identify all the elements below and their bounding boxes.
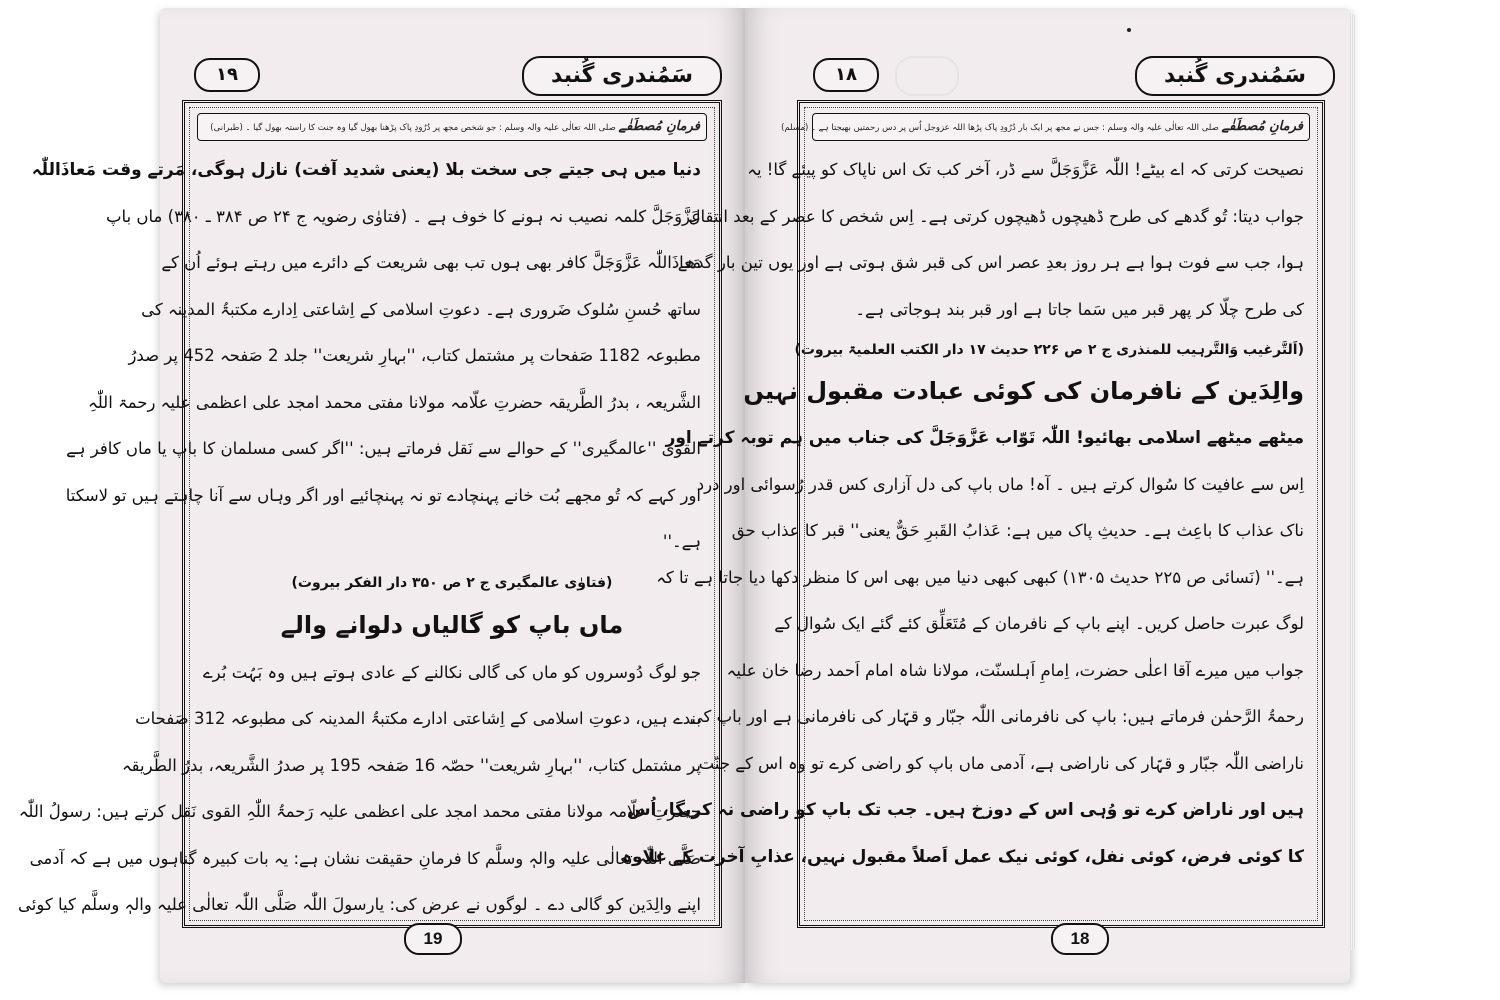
left-line-3: مَعاذَاللّٰہ عَزَّوَجَلَّ کافر بھی ہوں تب بھی شریعت کے دائرے میں رہتے ہوئے اُن کے	[161, 253, 701, 272]
right-header-title: سَمُندری گُنبد	[1135, 56, 1335, 96]
right-line-8: ہے۔'' (نَسائی ص ۲۲۵ حدیث ۱۳۰۵) کبھی کبھی دنیا میں بھی اس کا منظر دکھا دیا جاتا ہے تا کہ	[656, 567, 1304, 587]
left-line-14: صَلَّی اللّٰہ تعالٰی علیہ والہٖ وسلَّم کا فرمانِ حقیقت نشان ہے: یہ بات کبیرہ گناہوں میں ہے کہ آدمی	[29, 848, 701, 868]
left-banner-text: صلی اللہ تعالٰی علیہ والہ وسلم : جو شخص مجھ پر دُرُودِ پاک پڑھنا بھول گیا وہ جنت کا راستہ بھول گیا ۔ (طبرانی)	[210, 123, 616, 133]
left-line-7: القوی ''عالمگیری'' کے حوالے سے نَقل فرماتے ہیں: ''اگر کسی مسلمان کا باپ یا ماں کافر ہے	[66, 439, 701, 458]
left-line-6: الشَّریعہ ، بدرُ الطَّریقہ حضرتِ علّامہ مولانا مفتی محمد امجد علی اعظمی علیہ رحمۃ اللّٰہِ	[88, 392, 701, 412]
left-header-title: سَمُندری گُنبد	[522, 56, 722, 96]
right-faded-header-ghost	[895, 56, 959, 96]
right-content-frame	[622, 100, 1325, 928]
left-line-9: ہے۔''	[662, 532, 701, 551]
print-speck	[1127, 28, 1131, 32]
right-line-4: کی طرح چلّا کر پھر قبر میں سَما جاتا ہے اور قبر بند ہوجاتی ہے۔	[855, 299, 1304, 319]
left-line-5: مطبوعہ 1182 صَفحات پر مشتمل کتاب، ''بہارِ شریعت'' جلد 2 صَفحہ 452 پر صدرُ	[128, 346, 701, 365]
page-edges	[1350, 14, 1356, 950]
right-line-3: ہوا، جب سے فوت ہوا ہے ہر روز بعدِ عصر اس کی قبر شق ہوتی ہے اور یوں تین بار گدھے	[677, 253, 1304, 272]
left-line-8: اور کہے کہ تُو مجھے بُت خانے پہنچادے تو نہ پہنچائیے اور اگر وہاں سے آنا چاہتے ہیں تو لاسکتا	[65, 485, 701, 505]
left-banner-title: فرمانِ مُصطَفٰے	[618, 119, 700, 134]
right-hadith-banner	[781, 113, 1310, 141]
left-line-2: عَزَّوَجَلَّ کلمہ نصیب نہ ہونے کا خوف ہے ۔ (فتاوٰی رضویہ ج ۲۴ ص ۳۸۴ ـ ۳۸۰) ماں باپ	[106, 206, 701, 226]
right-banner-text: صلی اللہ تعالٰی علیہ والہ وسلم : جس نے مجھ پر ایک بار دُرُودِ پاک پڑھا اللہ عزوجل اُس پر دس رحمتیں بھیجتا ہے ۔ (مسلم)	[781, 123, 1219, 133]
right-line-2: جواب دیتا: تُو گدھے کی طرح ڈھیچوں ڈھیچوں کرتی ہے۔ اِس شخص کا عصر کے بعد انتقال	[688, 206, 1304, 226]
right-line-10: جواب میں میرے آقا اعلٰی حضرت، اِمامِ اَہلسنّت، مولانا شاہ امام اَحمد رضا خان علیہ	[726, 660, 1304, 680]
right-line-5: میٹھے میٹھے اسلامی بھائیو! اللّٰہ تَوّاب عَزَّوَجَلَّ کی جناب میں ہم توبہ کرتے اور	[665, 428, 1304, 448]
left-line-12: پر مشتمل کتاب، ''بہارِ شریعت'' حصّہ 16 صَفحہ 195 پر صدرُ الشَّریعہ، بدرُ الطَّریقہ	[121, 755, 701, 775]
left-header-page-number: ١٩	[194, 58, 260, 92]
left-line-4: ساتھ حُسنِ سُلوک ضَروری ہے۔ دعوتِ اسلامی کے اِشاعتی اِدارے مکتبۃُ المدینہ کی	[141, 299, 701, 319]
right-line-1: نصیحت کرتی کہ اے بیٹے! اللّٰہ عَزَّوَجَلَّ سے ڈر، آخر کب تک اس ناپاک کو پیئے گا! یہ	[747, 160, 1304, 179]
right-body-text	[622, 141, 1322, 880]
left-line-1: دنیا میں ہی جیتے جی سخت بلا (یعنی شدید آفت) نازل ہوگی، مَرتے وقت مَعاذَاللّٰہ	[31, 160, 701, 180]
right-line-11: رحمۃُ الرَّحمٰن فرماتے ہیں: باپ کی نافرمانی اللّٰہ جبّار و قہّار کی نافرمانی ہے اور باپ کی	[689, 707, 1304, 726]
right-line-12: ناراضی اللّٰہ جبّار و قہّار کی ناراضی ہے، آدمی ماں باپ کو راضی کرے تو وہ اس کے جنّت	[698, 753, 1304, 773]
right-banner-title: فرمانِ مُصطَفٰے	[1221, 119, 1303, 134]
left-line-11: بندے ہیں، دعوتِ اسلامی کے اِشاعتی ادارے مکتبۃُ المدینہ کی مطبوعہ 312 صَفحات	[135, 709, 701, 728]
left-reference: (فتاوٰی عالمگیری ج ۲ ص ۳۵۰ دار الفکر بیروت)	[291, 574, 613, 591]
right-line-7: ناک عذاب کا باعِث ہے۔ حدیثِ پاک میں ہے: عَذابُ القَبرِ حَقٌّ یعنی'' قبر کا عذاب حق	[731, 521, 1304, 540]
right-section-heading: والِدَین کے نافرمان کی کوئی عبادت مقبول نہیں	[743, 377, 1304, 405]
right-line-13: ہیں اور ناراض کرے تو وُہی اس کے دوزخ ہیں۔ جب تک باپ کو راضی نہ کریگا، اُس	[627, 800, 1304, 820]
right-line-9: لوگ عبرت حاصل کریں۔ اپنے باپ کے نافرمان کے مُتَعَلِّق کئے گئے ایک سُوال کے	[774, 614, 1304, 633]
left-footer-page-number: 19	[404, 923, 462, 955]
open-book	[18, 8, 1350, 983]
left-line-13: حضرتِ علّامہ مولانا مفتی محمد امجد علی اعظمی علیہ رَحمۃُ اللّٰہِ القوی نَقل کرتے ہیں: رسولُ اللّٰہ	[18, 802, 701, 821]
left-line-15: اپنے والِدَین کو گالی دے ۔ لوگوں نے عرض کی: یارسولَ اللّٰہ صَلَّی اللّٰہ تعالٰی علیہ والہٖ وسلَّم کیا کوئی	[18, 895, 701, 914]
left-hadith-banner	[197, 113, 707, 141]
right-reference: (اَلتَّرغیب وَالتَّرہیب للمنذری ج ۲ ص ۲۲۶ حدیث ۱۷ دار الکتب العلمیۃ بیروت)	[794, 342, 1304, 358]
right-page	[622, 8, 1350, 983]
left-section-heading: ماں باپ کو گالیاں دلوانے والے	[280, 610, 624, 639]
left-line-10: جو لوگ دُوسروں کو ماں کی گالی نکالنے کے عادی ہوتے ہیں وہ بَہُت بُرے	[203, 662, 701, 682]
right-line-14: کا کوئی فرض، کوئی نفل، کوئی نیک عمل اَصلاً مقبول نہیں، عذابِ آخرت کے علاوہ	[622, 846, 1304, 867]
right-header-page-number: ١٨	[813, 58, 879, 92]
right-footer-page-number: 18	[1051, 923, 1109, 955]
right-line-6: اِس سے عافیت کا سُوال کرتے ہیں ۔ آہ! ماں باپ کی دل آزاری کس قدر رُسوائی اور درد	[696, 474, 1304, 494]
